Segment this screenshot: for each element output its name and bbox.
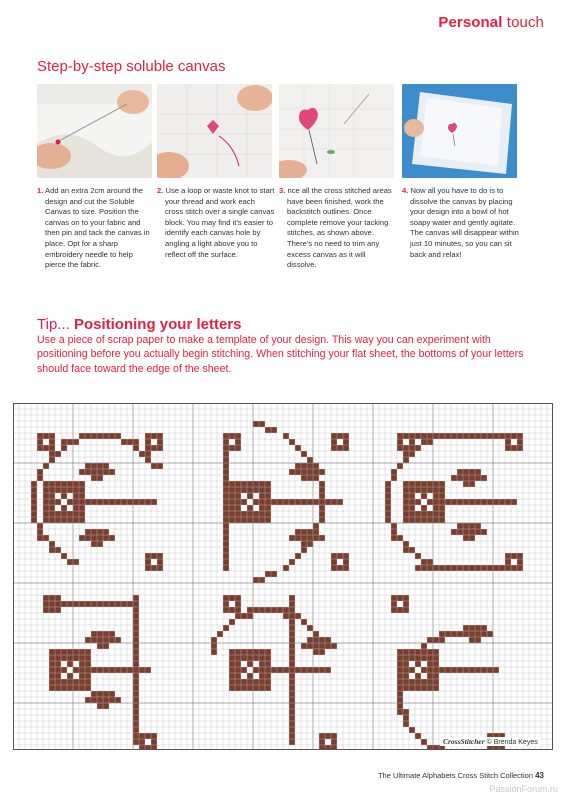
tip-heading: Positioning your letters — [73, 316, 242, 333]
step-2-number: 2. — [157, 186, 164, 195]
tip-title — [37, 316, 241, 333]
cross-stitch-chart — [13, 403, 553, 750]
credit-text: © Brenda Keyes — [484, 739, 538, 746]
step-1-number: 1. — [37, 186, 44, 195]
step-1 — [37, 186, 155, 271]
step-4-text: Now all you have to do is to dissolve the canvas by placing your design into a bowl of hot soapy water and gently agitate. The canvas will disappear within just 10 minutes, so you can sit back and relax! — [410, 186, 519, 259]
header-bold: Personal — [438, 14, 503, 31]
step-3-number: 3. — [279, 186, 286, 195]
tip-body: Use a piece of scrap paper to make a template of your design. This way you can experiment with positioning before you actually begin stitching. When stitching your flat sheet, the bottoms of your letters should face toward the edge of the sheet. — [37, 334, 524, 375]
step-2-text: Use a loop or waste knot to start your thread and work each cross stitch over a single canvas block. You may find it’s easier to identify each canvas hole by angling a light above you to reflect off the surface. — [165, 186, 275, 259]
credit-brand: CrossStitcher — [443, 737, 485, 746]
step-4-photo — [402, 84, 517, 178]
watermark: PassionForum.ru — [489, 784, 558, 794]
tip-prefix: Tip... — [37, 316, 74, 333]
header-light: touch — [502, 14, 544, 31]
step-1-text: Add an extra 2cm around the design and cut the Soluble Canvas to size. Position the canvas on to your fabric and then pin and tack the canvas in place. Opt for a sharp embroidery needle to help pierce the fabric. — [45, 186, 150, 270]
step-4 — [402, 186, 520, 260]
chart-grid — [13, 403, 553, 750]
running-header — [438, 14, 544, 31]
footer-title: The Ultimate Alphabets Cross Stitch Collection — [377, 771, 536, 780]
page-footer — [378, 771, 544, 780]
chart-credit — [440, 737, 541, 746]
step-4-number: 4. — [402, 186, 409, 195]
step-2-photo — [157, 84, 272, 178]
step-1-photo — [37, 84, 152, 178]
page-number: 43 — [535, 771, 544, 780]
step-2 — [157, 186, 275, 260]
section-title: Step-by-step soluble canvas — [37, 58, 226, 75]
step-3-photo — [279, 84, 394, 178]
step-3 — [279, 186, 397, 271]
step-3-text: nce all the cross stitched areas have been finished, work the backstitch outlines. Once complete remove your tacking stitches, as shown above. There’s no need to trim any excess canvas as it will dissolve. — [287, 186, 392, 270]
